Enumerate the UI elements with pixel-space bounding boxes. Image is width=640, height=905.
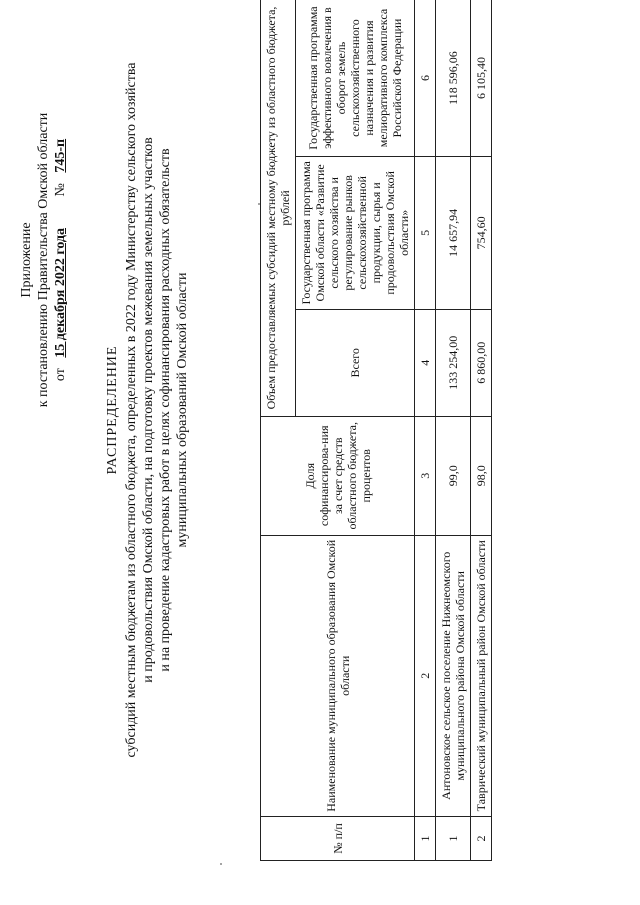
row-num: 1 [436, 816, 471, 860]
header-program-1: Государственная программа Омской области «Развитие сельского хозяйства и регулирование рынков сельскохозяйственной продукции, сырья и продовольствия Омской области» [296, 157, 415, 310]
row-total: 133 254,00 [436, 309, 471, 416]
row-program-2: 118 596,06 [436, 0, 471, 157]
row-num: 2 [471, 816, 492, 860]
header-share: Доля софинансирова-ния за счет средств областного бюджета, процентов [261, 416, 415, 535]
title-line-2: и продовольствия Омской области, на подготовку проектов межевания земельных участков [141, 137, 156, 683]
title-line-3: и на проведение кадастровых работ в целях софинансирования расходных обязательств [158, 148, 173, 672]
number-label: № [53, 183, 68, 197]
col-number: 5 [415, 157, 436, 310]
document-title [104, 25, 191, 795]
col-number: 3 [415, 416, 436, 535]
title-line-4: муниципальных образований Омской области [175, 272, 190, 548]
col-number: 2 [415, 535, 436, 816]
header-volume-group: Объем предоставляемых субсидий местному бюджету из областного бюджета, рублей [261, 0, 296, 416]
column-number-row [415, 0, 436, 861]
header-row-1 [261, 0, 296, 861]
row-program-1: 754,60 [471, 157, 492, 310]
appendix-date-line [52, 70, 69, 450]
scan-speck [220, 863, 222, 865]
row-name: Антоновское сельское поселение Нижнеомского муниципального района Омской области [436, 535, 471, 816]
scan-speck [258, 203, 260, 205]
appendix-decree-ref: к постановлению Правительства Омской области [36, 112, 51, 408]
row-total: 6 860,00 [471, 309, 492, 416]
from-label: от [53, 368, 68, 382]
distribution-table [260, 0, 492, 861]
appendix-title: Приложение [19, 222, 34, 298]
row-share: 99,0 [436, 416, 471, 535]
row-name: Таврический муниципальный район Омской области [471, 535, 492, 816]
header-total: Всего [296, 309, 415, 416]
decree-number: 745-п [53, 138, 68, 173]
col-number: 4 [415, 309, 436, 416]
title-heading: РАСПРЕДЕЛЕНИЕ [105, 345, 120, 475]
header-num: № п/п [261, 816, 415, 860]
col-number: 1 [415, 816, 436, 860]
col-number: 6 [415, 0, 436, 157]
header-program-2: Государственная программа эффективного вовлечения в оборот земель сельскохозяйственного назначения и развития мелиоративного комплекса Российской Федерации [296, 0, 415, 157]
title-line-1: субсидий местным бюджетам из областного бюджета, определенных в 2022 году Министерству сельского хозяйства [124, 62, 139, 758]
table-row [471, 0, 492, 861]
table-row [436, 0, 471, 861]
row-program-1: 14 657,94 [436, 157, 471, 310]
appendix-block [18, 70, 69, 450]
decree-date: 15 декабря 2022 года [53, 227, 68, 358]
header-name: Наименование муниципального образования Омской области [261, 535, 415, 816]
row-program-2: 6 105,40 [471, 0, 492, 157]
row-share: 98,0 [471, 416, 492, 535]
